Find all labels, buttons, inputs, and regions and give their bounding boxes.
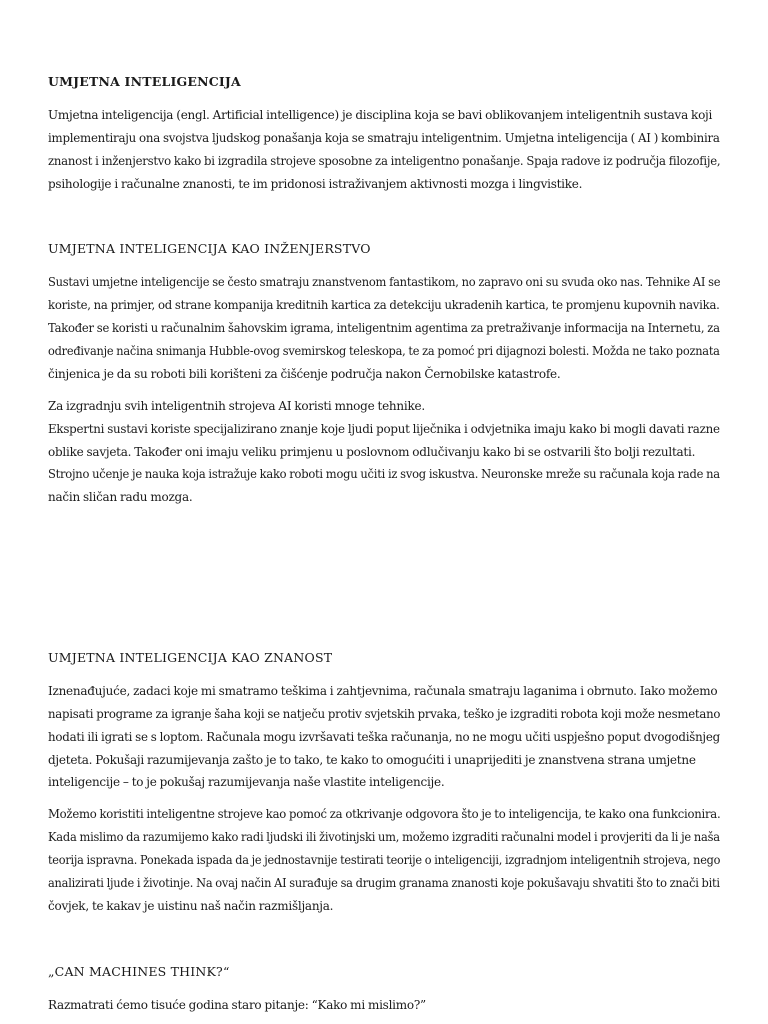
text-line: Strojno učenje je nauka koja istražuje kako roboti mogu učiti iz svog iskustva. Neuronske mreže su računala koja rade na: [48, 467, 720, 481]
text-line: Iznenađujuće, zadaci koje mi smatramo teškima i zahtjevnima, računala smatraju laganima i obrnuto. Iako možemo: [48, 684, 718, 698]
text-line: djeteta. Pokušaji razumijevanja zašto je to tako, te kako to omogućiti i unaprijediti je znanstvena strana umjetne: [48, 753, 696, 767]
section-title: UMJETNA INTELIGENCIJA KAO INŽENJERSTVO: [48, 241, 371, 256]
text-line: hodati ili igrati se s loptom. Računala mogu izvršavati teška računanja, no ne mogu učiti uspješno poput dvogodišnjeg: [48, 730, 720, 744]
text-line: Također se koristi u računalnim šahovskim igrama, inteligentnim agentima za pretraživanje informacija na Internetu, za: [48, 321, 720, 335]
text-line: Za izgradnju svih inteligentnih strojeva AI koristi mnoge tehnike.: [48, 399, 425, 413]
text-line: analizirati ljude i životinje. Na ovaj način AI surađuje sa drugim granama znanosti koje pokušavaju shvatiti što to znači biti: [48, 876, 720, 890]
section-title: „CAN MACHINES THINK?“: [48, 964, 230, 979]
text-line: Možemo koristiti inteligentne strojeve kao pomoć za otkrivanje odgovora što je to inteligencija, te kako ona funkcionira.: [48, 807, 721, 821]
text-line: koriste, na primjer, od strane kompanija kreditnih kartica za detekciju ukradenih kartica, te promjenu kupovnih navika.: [48, 298, 720, 312]
text-line: Sustavi umjetne inteligencije se često smatraju znanstvenom fantastikom, no zapravo oni su svuda oko nas. Tehnike AI se: [48, 275, 721, 289]
text-line: znanost i inženjerstvo kako bi izgradila strojeve sposobne za inteligentno ponašanje. Spaja radove iz područja filozofije,: [48, 154, 721, 168]
section-title: UMJETNA INTELIGENCIJA: [48, 74, 241, 89]
text-line: inteligencije – to je pokušaj razumijevanja naše vlastite inteligencije.: [48, 775, 445, 789]
text-line: oblike savjeta. Također oni imaju veliku primjenu u poslovnom odlučivanju kako bi se ostvarili što bolji rezultati.: [48, 445, 696, 459]
text-line: Kada mislimo da razumijemo kako radi ljudski ili životinjski um, možemo izgraditi računalni model i provjeriti da li je naša: [48, 830, 720, 844]
text-line: teorija ispravna. Ponekada ispada da je jednostavnije testirati teorije o inteligenciji, izgradnjom inteligentnih strojeva, nego: [48, 853, 721, 867]
text-line: Razmatrati ćemo tisuće godina staro pitanje: “Kako mi mislimo?”: [48, 998, 426, 1012]
text-line: činjenica je da su roboti bili korišteni za čišćenje područja nakon Černobilske katastrofe.: [48, 367, 561, 381]
text-line: implementiraju ona svojstva ljudskog ponašanja koja se smatraju inteligentnim. Umjetna inteligencija ( AI ) kombinira: [48, 131, 720, 145]
text-line: određivanje načina snimanja Hubble-ovog svemirskog teleskopa, te za pomoć pri dijagnozi bolesti. Možda ne tako poznata: [48, 344, 720, 358]
text-line: način sličan radu mozga.: [48, 490, 193, 504]
text-line: psihologije i računalne znanosti, te im pridonosi istraživanjem aktivnosti mozga i lingvistike.: [48, 177, 583, 191]
text-line: Umjetna inteligencija (engl. Artificial intelligence) je disciplina koja se bavi oblikovanjem inteligentnih sustava koji: [48, 108, 713, 122]
text-line: Ekspertni sustavi koriste specijalizirano znanje koje ljudi poput liječnika i odvjetnika imaju kako bi mogli davati razne: [48, 422, 720, 436]
section-title: UMJETNA INTELIGENCIJA KAO ZNANOST: [48, 650, 333, 665]
text-line: čovjek, te kakav je uistinu naš način razmišljanja.: [48, 899, 334, 913]
text-line: napisati programe za igranje šaha koji se natječu protiv svjetskih prvaka, teško je izgraditi robota koji može nesmetano: [48, 707, 721, 721]
